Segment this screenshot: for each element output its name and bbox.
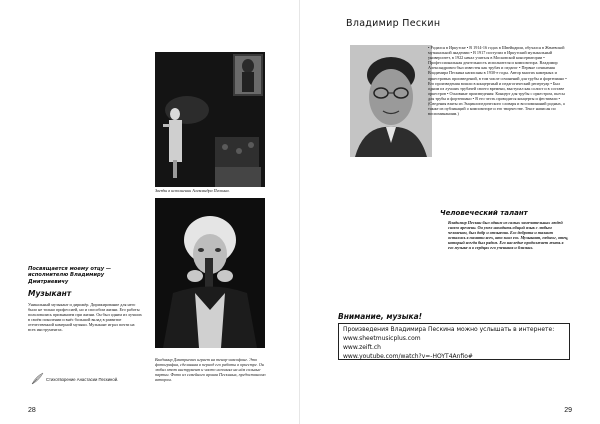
links-intro: Произведения Владимира Пескина можно услышать в интернете: (343, 326, 555, 333)
saxophone-photo-caption: Владимир Дмитриевич играет на тенор-саксофоне. Это фотография, сделанная в период его работы в оркестре. Он любил этот инструмент и часто исполнял на нём сольные партии. Фото из семейного архива Пескиных, предоставлено автором. (155, 357, 266, 383)
listen-heading: Внимание, музыка! (338, 312, 423, 321)
page-number-right: 29 (564, 407, 572, 414)
concert-photo-caption: Звезды в исполнении Александра Пескина. (155, 188, 230, 193)
page-number-left: 28 (28, 407, 36, 414)
saxophone-photo (155, 198, 265, 348)
human-talent-heading: Человеческий талант (440, 209, 528, 217)
dedication-text: Посвящается моему отцу — исполнителю Владимиру Дмитриевичу (28, 266, 112, 285)
link-youtube[interactable]: www.youtube.com/watch?v=-HOYT4Anfio# (343, 353, 473, 361)
poem-signature: Стихотворение Анастасии Пескиной. (46, 377, 119, 382)
links-box (338, 323, 570, 360)
musician-text: Уникальный музыкант и дирижёр. Дирижирование для него было не только профессией, но и способом жизни. Его работы пользовались признанием при жизни. Он был одним из лучших в своём поколении и внёс большой вклад в развитие отечественной камерной музыки. Музыкант играл почти на всех инструментах. (28, 302, 142, 333)
author-bio: • Родился в Иркутске • В 1914-16 годах в Швейцарии, обучался в Женевской музыкальной академии • В 1917 поступил в Иркутский музыкальный университет, в 1922 начал учиться в Московской консерватории • Профессиональная деятельность исполнителя и композитора. Владимир Александрович был известен как трубач и педагог • Первые сочинения Владимира Пескина написаны в 1930-е годы. Автор многих камерных и оркестровых произведений, в том числе сочинений для трубы и фортепиано • Его произведения вошли в концертный и педагогический репертуар • Был одним из лучших трубачей своего времени, выступал как солист и в составе оркестров • Основные произведения: Концерт для трубы с оркестром, пьесы для трубы и фортепиано • В его честь проводятся концерты и фестивали • (Сведения взяты из Энциклопедического словаря и воспоминаний родных, а также из публикаций о композиторе и его творчестве. Текст написан по воспоминаниям.) (428, 45, 567, 117)
quill-icon (30, 372, 44, 386)
human-talent-text: Владимир Пескин был одним из самых замечательных людей своего времени. Он умел находить общий язык с любым человеком, был добр и отзывчив. Его доброта и талант остались в памяти всех, кто знал его. Музыкант, педагог, отец, который всегда был рядом. Его наследие продолжает жить в его музыке и в сердцах его учеников и близких. (448, 220, 569, 251)
link-sheetmusicplus[interactable]: www.sheetmusicplus.com (343, 335, 421, 342)
author-portrait (350, 45, 432, 157)
musician-heading: Музыкант (28, 289, 72, 298)
right-page (300, 0, 600, 424)
author-name: Владимир Пескин (346, 18, 441, 29)
concert-photo (155, 52, 265, 187)
link-zeift[interactable]: www.zeift.ch (343, 344, 381, 352)
